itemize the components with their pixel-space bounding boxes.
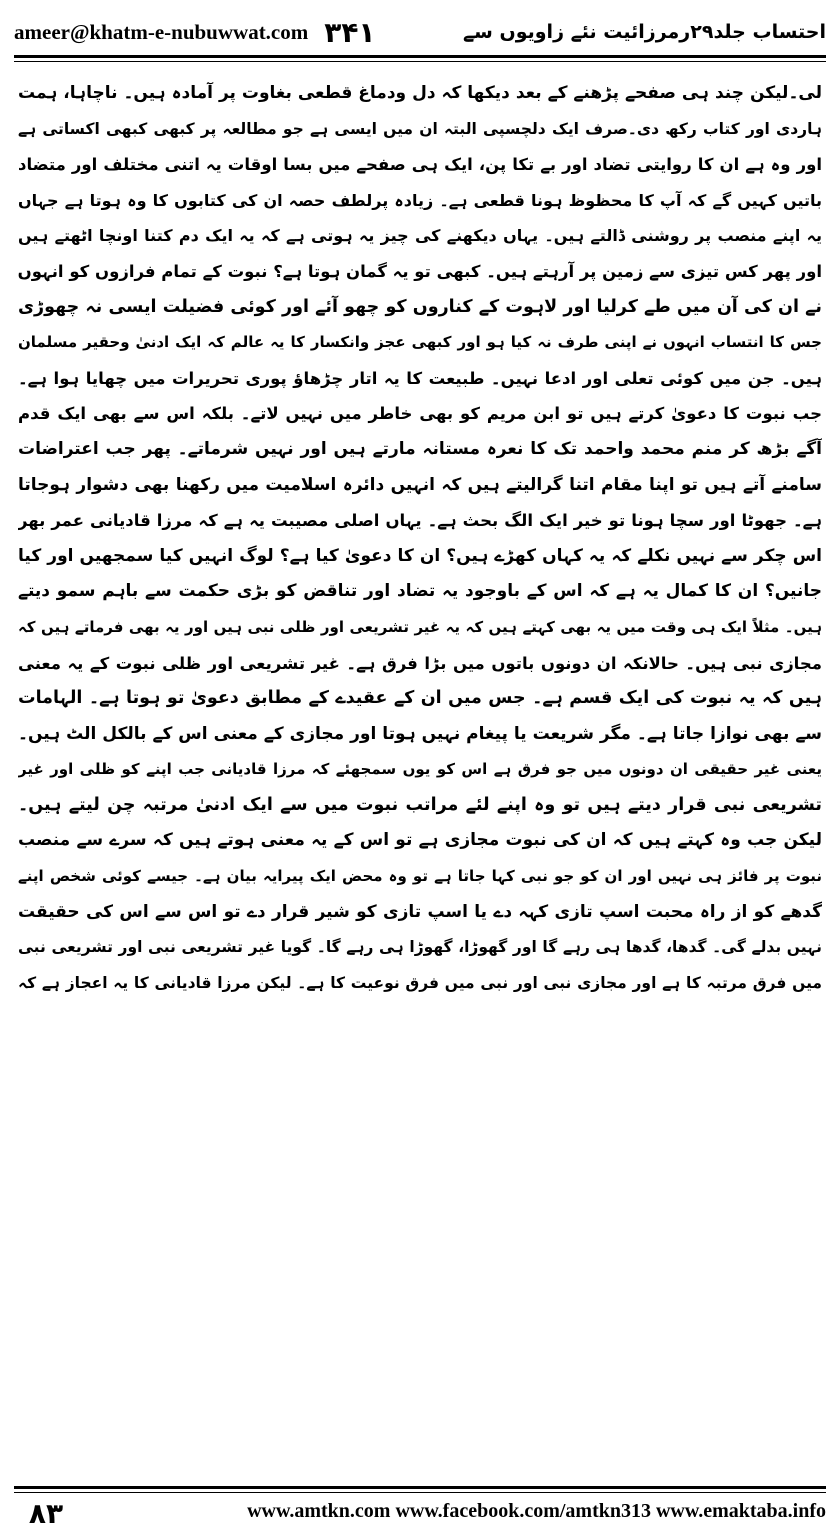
text-line: جب نبوت کا دعویٰ کرتے ہیں تو ابن مریم کو بھی خاطر میں نہیں لاتے۔ بلکہ اس سے بھی ایک قدم xyxy=(18,404,822,424)
text-line: جس کا انتساب انہوں نے اپنی طرف نہ کیا ہو اور کبھی عجز وانکسار کا یہ عالم کہ ایک ادنیٰ وحقیر مسلمان xyxy=(18,333,822,352)
text-line: اور پھر کس تیزی سے زمین پر آرہتے ہیں۔ کبھی تو یہ گمان ہوتا ہے؟ نبوت کے تمام فرازوں کو انہوں xyxy=(18,261,822,281)
text-line: باتیں کہیں گے کہ آپ کا محظوظ ہونا قطعی ہے۔ زیادہ پرلطف حصہ ان کی کتابوں کا وہ ہوتا ہے جہاں xyxy=(18,190,822,210)
text-line: اس چکر سے نہیں نکلے کہ یہ کہاں کھڑے ہیں؟ ان کا دعویٰ کیا ہے؟ لوگ انہیں کیا سمجھیں اور کیا xyxy=(18,545,822,566)
page-header xyxy=(14,12,826,52)
text-line: یعنی غیر حقیقی ان دونوں میں جو فرق ہے اس کو یوں سمجھئے کہ مرزا قادیانی جب اپنے کو ظلی اور غیر xyxy=(18,760,822,779)
header-email: ameer@khatm-e-nubuwwat.com xyxy=(14,19,309,44)
header-rule xyxy=(14,55,826,58)
text-line: اور وہ ہے ان کا روایتی تضاد اور بے تکا پن، ایک ہی صفحے میں بسا اوقات یہ اتنی مختلف اور متضاد xyxy=(18,155,822,175)
text-line: ہے۔ جھوٹا اور سچا ہونا تو خیر ایک الگ بحث ہے۔ یہاں اصلی مصیبت یہ ہے کہ مرزا قادیانی عمر بھر xyxy=(18,511,822,531)
footer-page-number: ۸۳ xyxy=(28,1497,64,1530)
text-line: آگے بڑھ کر منم محمد واحمد تک کا نعرہ مستانہ مارتے ہیں اور نہیں شرماتے۔ پھر جب اعتراضات xyxy=(18,438,822,459)
header-page-number: ۳۴۱ xyxy=(324,15,376,49)
text-line: لی۔لیکن چند ہی صفحے پڑھنے کے بعد دیکھا کہ دل ودماغ قطعی بغاوت پر آمادہ ہیں۔ ناچاہا، ہمت xyxy=(18,83,822,103)
text-line: ہیں۔ جن میں کوئی تعلی اور ادعا نہیں۔ طبیعت کا یہ اتار چڑھاؤ پوری تحریرات میں چھایا ہوا ہے۔ xyxy=(18,368,822,388)
header-left xyxy=(14,16,376,49)
text-line: نہیں بدلے گی۔ گدھا، گدھا ہی رہے گا اور گھوڑا، گھوڑا ہی رہے گا۔ گویا غیر تشریعی نبی اور تشریعی نبی xyxy=(18,938,822,957)
text-line: نے ان کی آن میں طے کرلیا اور لاہوت کے کناروں کو چھو آئے اور کوئی فضیلت ایسی نہ چھوڑی xyxy=(18,296,822,317)
header-rule-thin xyxy=(14,61,826,62)
text-line: سے بھی نوازا جاتا ہے۔ مگر شریعت یا پیغام نہیں ہوتا اور مجازی کے معنی اس کے بالکل الٹ ہیں۔ xyxy=(18,723,822,744)
text-line: لیکن جب وہ کہتے ہیں کہ ان کی نبوت مجازی ہے تو اس کے یہ معنی ہوتے ہیں کہ سرے سے منصب xyxy=(18,830,822,851)
footer-urls: www.amtkn.com www.facebook.com/amtkn313 www.emaktaba.info xyxy=(247,1500,826,1522)
text-line: یہ اپنے منصب پر روشنی ڈالتے ہیں۔ یہاں دیکھنے کی چیز یہ ہوتی ہے کہ یہ ایک دم کتنا اونچا اٹھتے ہیں xyxy=(18,226,822,246)
footer-rule xyxy=(14,1486,826,1489)
text-line: تشریعی نبی قرار دیتے ہیں تو وہ اپنے لئے مراتب نبوت میں سے ایک ادنیٰ مرتبہ چن لیتے ہیں۔ xyxy=(18,794,822,815)
text-line: مجازی نبی ہیں۔ حالانکہ ان دونوں باتوں میں بڑا فرق ہے۔ غیر تشریعی اور ظلی نبوت کے یہ معنی xyxy=(18,653,822,673)
text-line: ہاردی اور کتاب رکھ دی۔صرف ایک دلچسپی البتہ ان میں ایسی ہے جو مطالعہ پر کبھی کبھی اکساتی ہے xyxy=(18,119,822,138)
footer-rule-thin xyxy=(14,1492,826,1493)
text-line: جانیں؟ ان کا کمال یہ ہے کہ اس کے باوجود یہ تضاد اور تناقض کو بڑی حکمت سے باہم سمو دیتے xyxy=(18,581,822,602)
body-text xyxy=(18,76,822,1001)
page-footer xyxy=(0,1482,840,1540)
text-line: ہیں کہ یہ نبوت کی ایک قسم ہے۔ جس میں ان کے عقیدے کے مطابق دعویٰ تو ہوتا ہے۔ الہامات xyxy=(18,688,822,709)
text-line: نبوت پر فائز ہی نہیں اور ان کو جو نبی کہا جاتا ہے تو وہ محض ایک پیرایہ بیان ہے۔ جیسے کوئی شخص اپنے xyxy=(18,867,822,886)
text-line: ہیں۔ مثلاً ایک ہی وقت میں یہ بھی کہتے ہیں کہ یہ غیر تشریعی اور ظلی نبی ہیں اور یہ بھی فرماتے ہیں کہ xyxy=(18,617,822,636)
text-line: گدھے کو از راہ محبت اسپ تازی کہہ دے یا اسپ تازی کو شیر قرار دے تو اس سے اس کی حقیقت xyxy=(18,901,822,922)
text-line: سامنے آتے ہیں تو اپنا مقام اتنا گرالیتے ہیں کہ انہیں دائرہ اسلامیت میں رکھنا بھی دشوار ہوجاتا xyxy=(18,474,822,495)
header-title: احتساب جلد۲۹رمرزائیت نئے زاویوں سے xyxy=(463,21,826,43)
text-line: میں فرق مرتبہ کا ہے اور مجازی نبی اور نبی میں فرق نوعیت کا ہے۔ لیکن مرزا قادیانی کا یہ اعجاز ہے کہ xyxy=(18,973,822,992)
